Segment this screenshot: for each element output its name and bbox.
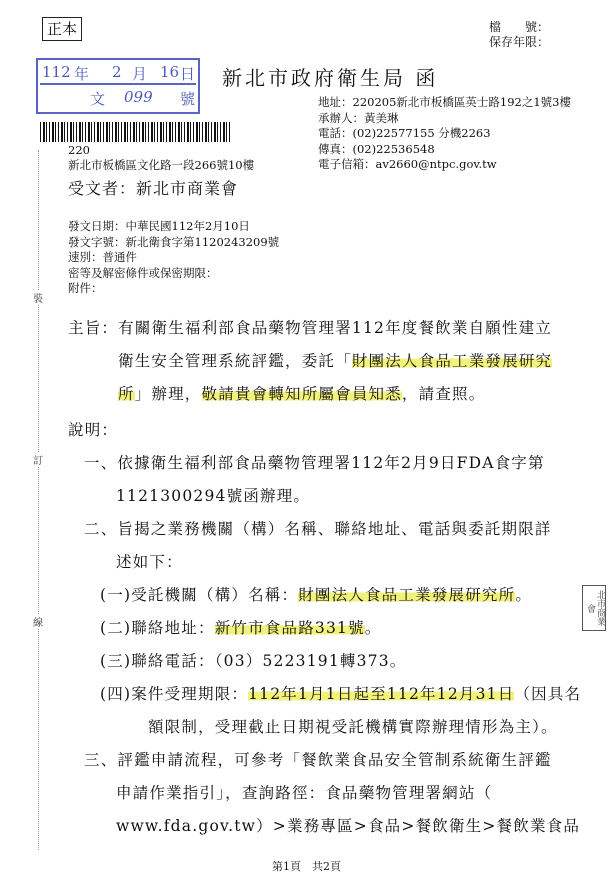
sub-item-1: (一)受託機關（構）名稱：財團法人食品工業發展研究所。 [100, 586, 533, 604]
chamber-seal-stamp: 北市商業會 [582, 585, 606, 631]
sub-item-4-line-2: 額限制，受理截止日期視受託機構實際辦理情形為主）。 [148, 718, 558, 736]
highlight-entrusted-org: 財團法人食品工業發展研究 [351, 352, 553, 370]
received-month-unit: 月 [132, 65, 148, 83]
sender-address: 地址：220205新北市板橋區英士路192之1號3樓 [318, 95, 571, 109]
binding-mark-2: 訂 [33, 452, 43, 467]
highlight-period: 112年1月1日起至112年12月31日 [248, 685, 515, 703]
retention-period-label: 保存年限： [488, 35, 549, 49]
binding-mark-1: 裝 [33, 290, 43, 305]
sender-contact [318, 95, 571, 173]
received-doc-unit: 號 [180, 90, 196, 108]
highlight-org-name: 財團法人食品工業發展研究所 [298, 586, 516, 604]
item-3-line-1: 三、評鑑申請流程，可參考「餐飲業食品安全管制系統衛生評鑑 [84, 751, 552, 769]
sub-item-2: (二)聯絡地址：新竹市食品路331號。 [100, 619, 382, 637]
binding-mark-3: 線 [33, 614, 43, 629]
item-1-line-2: 1121300294號函辦理。 [116, 487, 311, 505]
barcode [40, 122, 230, 142]
document-meta [68, 219, 279, 297]
received-day-unit: 日 [180, 65, 196, 83]
received-doc-char: 文 [90, 90, 106, 108]
received-year: 112 [42, 63, 71, 81]
sender-phone: 電話：(02)22577155 分機2263 [318, 126, 491, 140]
explanation-label: 說明： [68, 421, 119, 439]
sender-handler: 承辦人：黃美琳 [318, 110, 399, 125]
recipient-address: 新北市板橋區文化路一段266號10樓 [68, 158, 255, 172]
item-3-line-2: 申請作業指引」，查詢路徑：食品藥物管理署網站（ [116, 784, 493, 802]
item-3-line-3: www.fda.gov.tw）>業務專區>食品>餐飲衛生>餐飲業食品 [116, 817, 581, 835]
sender-fax: 傳真：(02)22536548 [318, 141, 435, 156]
attachment: 附件： [68, 281, 103, 295]
issue-date: 發文日期：中華民國112年2月10日 [68, 219, 250, 233]
subject-line-2: 衛生安全管理系統評鑑，委託「財團法人食品工業發展研究 [118, 352, 553, 370]
highlight-address: 新竹市食品路331號 [214, 619, 365, 637]
page-number: 第1頁 共2頁 [272, 860, 341, 873]
delivery-speed: 速別：普通件 [68, 250, 137, 264]
item-1-line-1: 一、依據衛生福利部食品藥物管理署112年2月9日FDA食字第 [84, 454, 545, 472]
received-day: 16 [160, 63, 180, 81]
received-year-unit: 年 [74, 65, 90, 83]
received-date-stamp [36, 58, 200, 114]
item-2-line-1: 二、旨揭之業務機關（構）名稱、聯絡地址、電話與委託期限詳 [84, 520, 552, 538]
sub-item-3: (三)聯絡電話：（03）5223191轉373。 [100, 652, 407, 670]
binding-line [38, 150, 39, 850]
received-doc-number: 099 [124, 88, 153, 106]
secrecy-level: 密等及解密條件或保密期限： [68, 265, 218, 280]
sender-email: 電子信箱：av2660@ntpc.gov.tw [318, 157, 497, 171]
recipient-postcode: 220 [68, 143, 90, 157]
original-copy-stamp: 正本 [42, 17, 82, 41]
item-2-line-2: 述如下： [116, 553, 183, 571]
highlight-notify-members: 敬請貴會轉知所屬會員知悉 [201, 385, 402, 403]
issue-number: 發文字號：新北衛食字第1120243209號 [68, 234, 280, 249]
document-title: 新北市政府衛生局 函 [222, 66, 439, 90]
sub-item-4-line-1: (四)案件受理期限：112年1月1日起至112年12月31日（因具名 [100, 685, 582, 703]
archive-block [489, 18, 549, 48]
received-month: 2 [112, 63, 122, 81]
file-number-label: 檔 號： [488, 20, 549, 34]
subject-line-1: 主旨：有關衛生福利部食品藥物管理署112年度餐飲業自願性建立 [68, 319, 553, 337]
recipient-name: 受文者：新北市商業會 [68, 179, 239, 198]
subject-line-3: 所」辦理，敬請貴會轉知所屬會員知悉，請查照。 [118, 385, 486, 403]
